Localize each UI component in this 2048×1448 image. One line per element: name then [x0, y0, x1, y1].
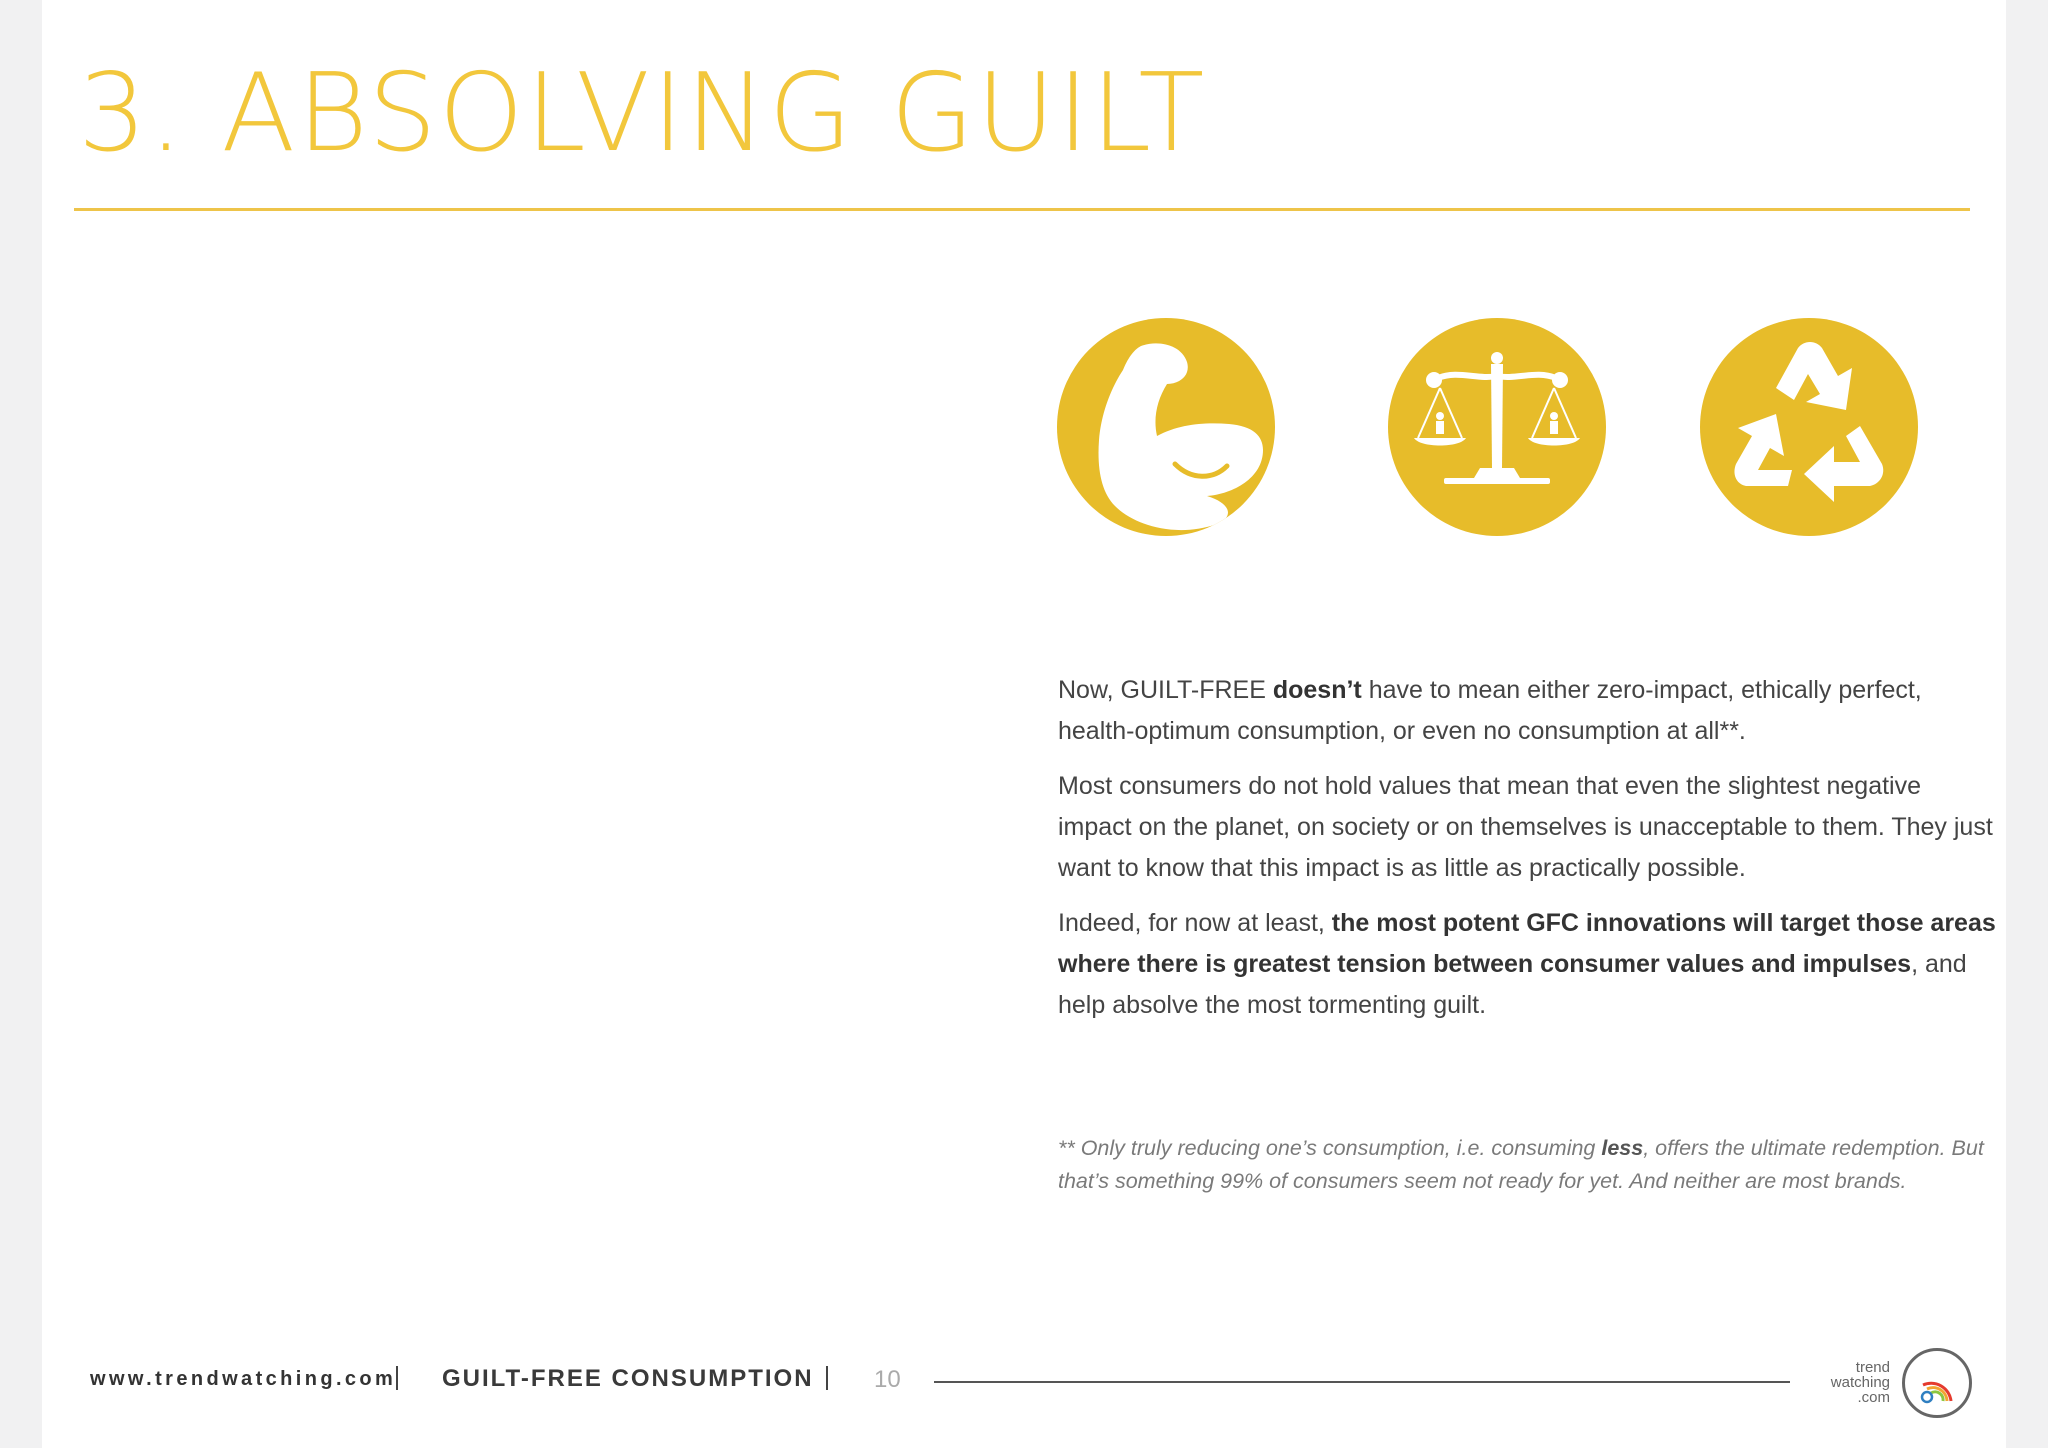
balance-scale-icon	[1388, 318, 1606, 536]
footer-url-link[interactable]: www.trendwatching.com	[90, 1368, 397, 1390]
trendwatching-logo	[1822, 1348, 1972, 1420]
paragraph-2: Most consumers do not hold values that mean that even the slightest negative impact on the planet, on society or on themselves is unacceptable to them. They just want to know that this impact is as little as practically possible.	[1058, 772, 1993, 882]
page	[42, 0, 2006, 1448]
footnote: ** Only truly reducing one’s consumption, i.e. consuming less, offers the ultimate redemption. But that’s something 99% of consumers seem not ready for yet. And neither are most brands.	[1058, 1136, 1984, 1193]
page-number: 10	[874, 1366, 901, 1393]
flexed-arm-icon	[1057, 318, 1275, 536]
paragraph-1: Now, GUILT-FREE doesn’t have to mean either zero-impact, ethically perfect, health-optimum consumption, or even no consumption at all**.	[1058, 676, 1922, 745]
page-title: 3. ABSOLVING GUILT	[78, 51, 1207, 176]
footer-divider	[934, 1381, 1790, 1383]
footer-separator	[826, 1366, 828, 1390]
body-text	[1058, 670, 1998, 1040]
footer-report-title: GUILT-FREE CONSUMPTION	[442, 1365, 814, 1392]
recycle-icon	[1700, 318, 1918, 536]
logo-text: trend watching .com	[1830, 1359, 1890, 1406]
logo-circle-icon	[1902, 1348, 1972, 1418]
footer-separator	[396, 1366, 398, 1390]
title-divider	[74, 208, 1970, 211]
paragraph-3: Indeed, for now at least, the most potent GFC innovations will target those areas where there is greatest tension between consumer values and impulses, and help absolve the most tormenting guilt.	[1058, 909, 1996, 1019]
